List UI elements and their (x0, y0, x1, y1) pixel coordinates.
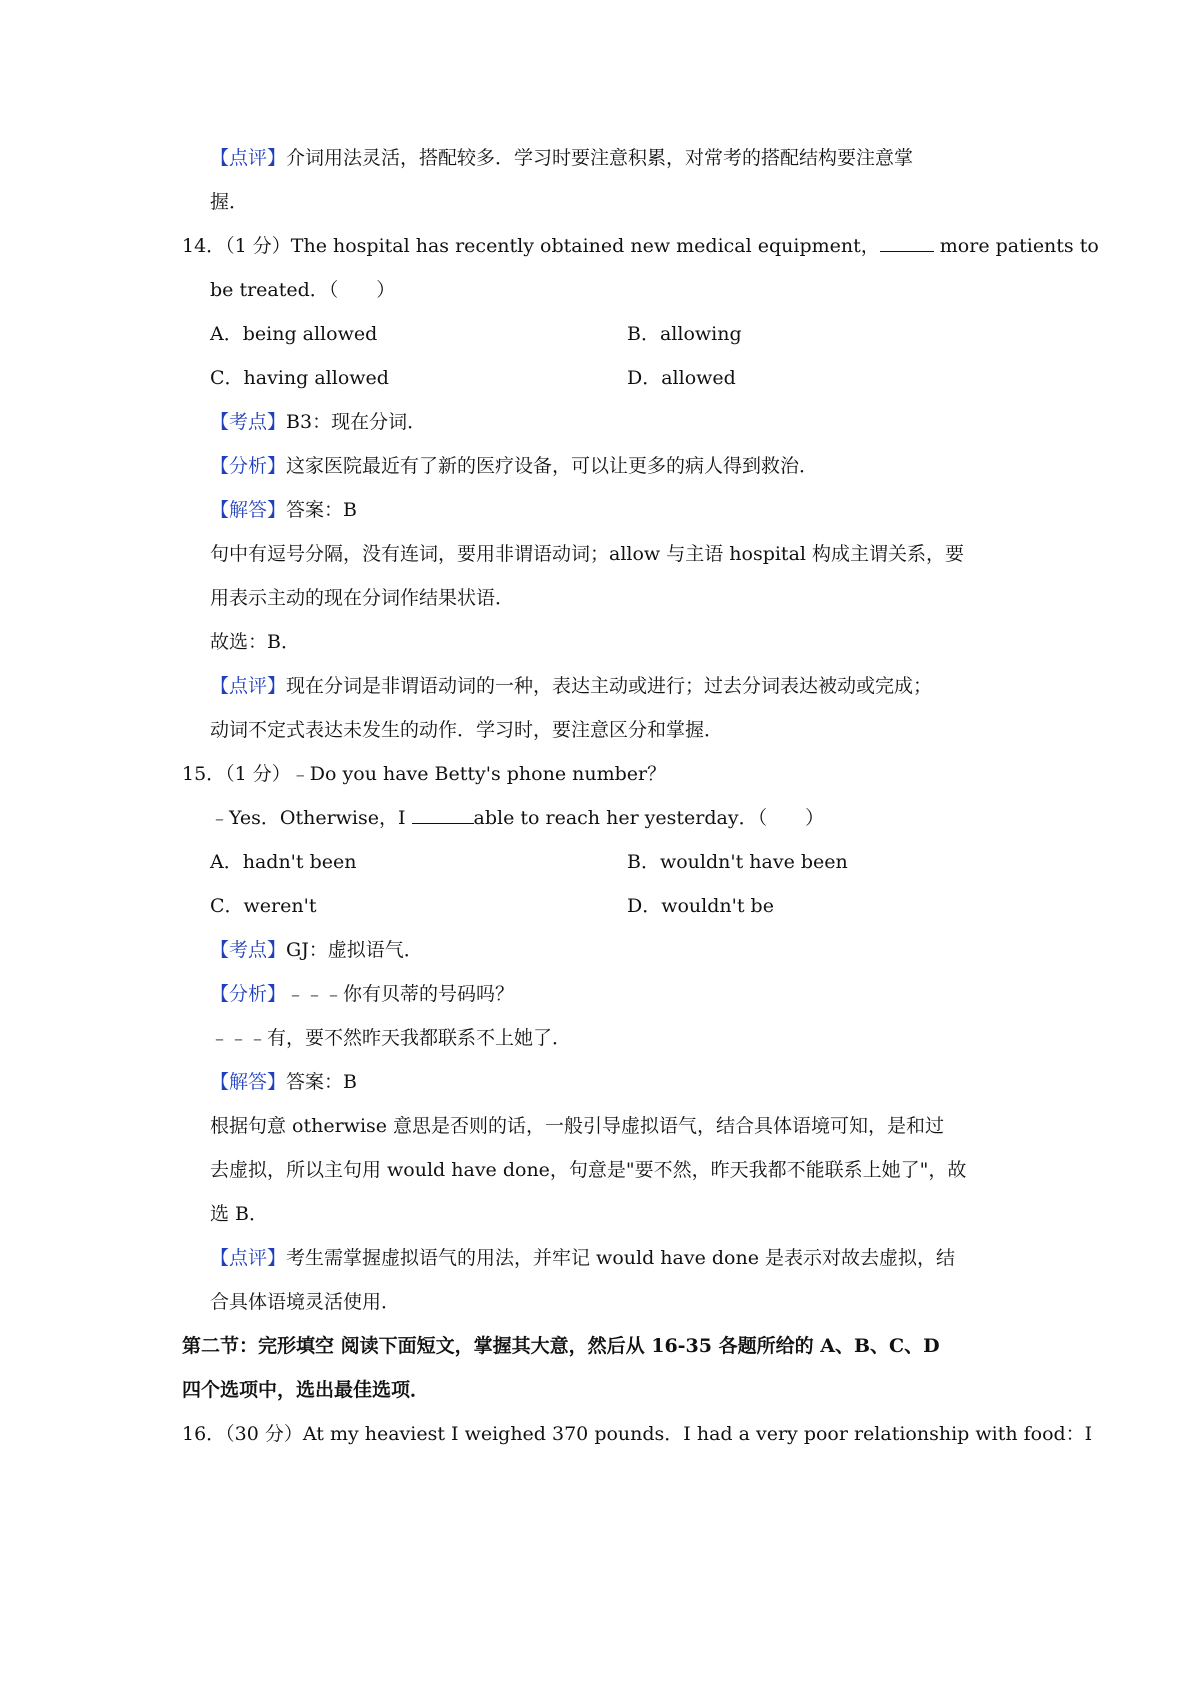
q14-comment-line1: 现在分词是非谓语动词的一种，表达主动或进行；过去分词表达被动或完成； (286, 675, 933, 697)
q13-comment-line1: 介词用法灵活，搭配较多．学习时要注意积累，对常考的搭配结构要注意掌 (286, 147, 914, 169)
q15-stem-line1: 15．（1 分）﹣Do you have Betty's phone number？ (182, 763, 667, 785)
q15-option-d: D．wouldn't be (627, 895, 774, 917)
answer-tag: 【解答】 (210, 499, 287, 521)
q15-stem-before: ﹣Yes．Otherwise，I (210, 807, 412, 829)
point-tag: 【考点】 (210, 939, 287, 961)
section2-heading-line1: 第二节：完形填空 阅读下面短文，掌握其大意，然后从 16-35 各题所给的 A、B、C、D (182, 1335, 940, 1357)
q15-analysis-line1: ﹣﹣﹣你有贝蒂的号码吗？ (286, 983, 515, 1005)
q16-line1: 16．（30 分）At my heaviest I weighed 370 pounds．I had a very poor relationship with food：I (182, 1423, 1093, 1445)
q15-option-a: A．hadn't been (210, 851, 357, 873)
q14-stem-line1 (182, 233, 1099, 259)
q14-stem-line2: be treated．（ ） (210, 279, 396, 301)
q14-option-c: C．having allowed (210, 367, 389, 389)
q15-comment (210, 1245, 955, 1271)
q15-answer (210, 1069, 357, 1095)
q15-analysis (210, 981, 514, 1007)
q15-stem-line2 (210, 805, 824, 831)
q14-comment-line2: 动词不定式表达未发生的动作．学习时，要注意区分和掌握． (210, 719, 724, 741)
q14-answer (210, 497, 357, 523)
q15-comment-line2: 合具体语境灵活使用． (210, 1291, 401, 1313)
q14-choose: 故选：B． (210, 631, 300, 653)
q13-comment-line2: 握． (210, 191, 249, 213)
q14-option-d: D．allowed (627, 367, 736, 389)
q15-point (210, 937, 423, 963)
q14-comment (210, 673, 932, 699)
q15-explain-line2: 去虚拟，所以主句用 would have done，句意是"要不然，昨天我都不能联系上她了"，故 (210, 1159, 967, 1181)
q14-analysis-text: 这家医院最近有了新的医疗设备，可以让更多的病人得到救治． (286, 455, 819, 477)
q15-option-c: C．weren't (210, 895, 317, 917)
q14-explain-line1: 句中有逗号分隔，没有连词，要用非谓语动词；allow 与主语 hospital 构成主谓关系，要 (210, 543, 965, 565)
q15-comment-line1: 考生需掌握虚拟语气的用法，并牢记 would have done 是表示对故去虚拟，结 (286, 1247, 955, 1269)
q14-option-a: A．being allowed (210, 323, 378, 345)
q14-option-b: B．allowing (627, 323, 742, 345)
q14-stem-before: 14．（1 分）The hospital has recently obtained new medical equipment， (182, 235, 880, 257)
answer-blank (412, 805, 474, 824)
q14-stem-after: more patients to (933, 235, 1099, 257)
q15-option-b: B．wouldn't have been (627, 851, 848, 873)
comment-tag: 【点评】 (210, 147, 287, 169)
q15-stem-after: able to reach her yesterday．（ ） (473, 807, 825, 829)
q15-answer-text: 答案：B (286, 1071, 357, 1093)
comment-tag: 【点评】 (210, 675, 287, 697)
comment-tag: 【点评】 (210, 1247, 287, 1269)
point-tag: 【考点】 (210, 411, 287, 433)
analysis-tag: 【分析】 (210, 983, 287, 1005)
answer-blank (880, 233, 934, 252)
q15-point-text: GJ：虚拟语气． (286, 939, 423, 961)
q13-comment (210, 145, 913, 171)
q15-analysis-line2: ﹣﹣﹣有，要不然昨天我都联系不上她了． (210, 1027, 572, 1049)
section2-heading-line2: 四个选项中，选出最佳选项． (182, 1379, 430, 1401)
q15-explain-line1: 根据句意 otherwise 意思是否则的话，一般引导虚拟语气，结合具体语境可知，是和过 (210, 1115, 945, 1137)
q14-explain-line2: 用表示主动的现在分词作结果状语． (210, 587, 515, 609)
q14-analysis (210, 453, 818, 479)
q14-point (210, 409, 426, 435)
q14-answer-text: 答案：B (286, 499, 357, 521)
analysis-tag: 【分析】 (210, 455, 287, 477)
q15-explain-line3: 选 B． (210, 1203, 269, 1225)
q14-point-text: B3：现在分词． (286, 411, 427, 433)
answer-tag: 【解答】 (210, 1071, 287, 1093)
